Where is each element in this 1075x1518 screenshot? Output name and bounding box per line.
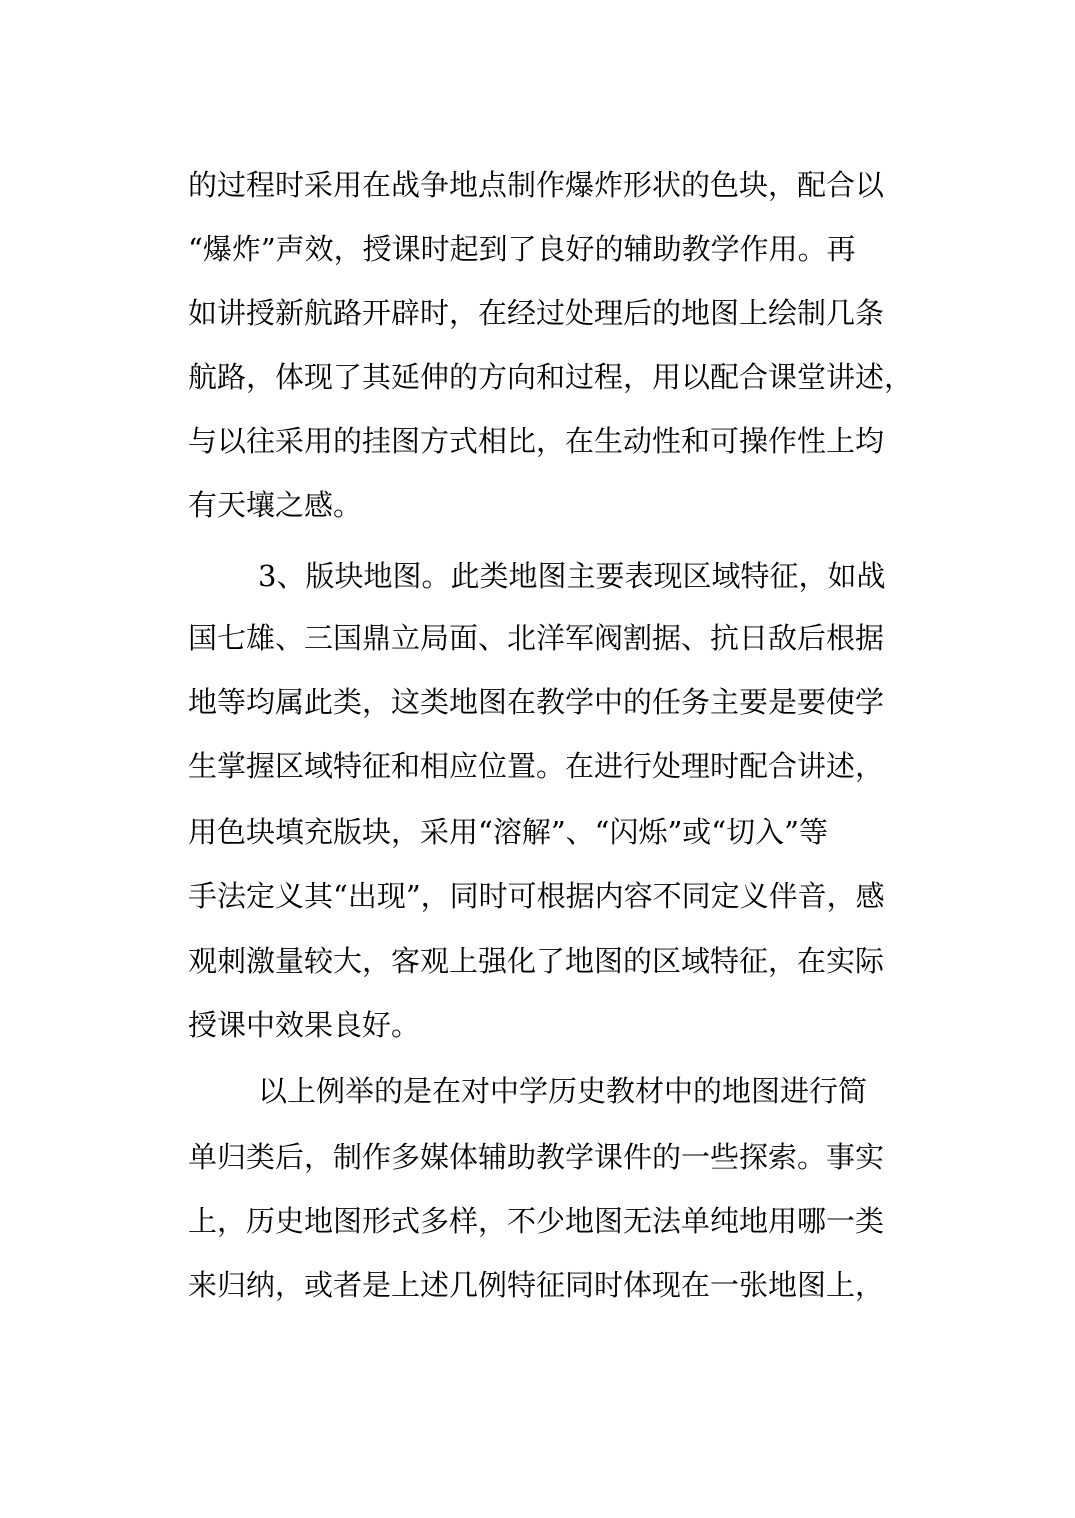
text-line: 来归纳，或者是上述几例特征同时体现在一张地图上， bbox=[188, 1268, 885, 1302]
text-line: 单归类后，制作多媒体辅助教学课件的一些探索。事实 bbox=[188, 1140, 885, 1174]
text-line: 上，历史地图形式多样，不少地图无法单纯地用哪一类 bbox=[188, 1204, 885, 1238]
text-line: 国七雄、三国鼎立局面、北洋军阀割据、抗日敌后根据 bbox=[188, 621, 885, 655]
text-line: 用色块填充版块，采用“溶解”、“闪烁”或“切入”等 bbox=[188, 815, 828, 849]
text-line: 观刺激量较大，客观上强化了地图的区域特征，在实际 bbox=[188, 944, 885, 978]
text-line: 授课中效果良好。 bbox=[188, 1008, 421, 1042]
text-line: 与以往采用的挂图方式相比，在生动性和可操作性上均 bbox=[188, 424, 885, 458]
text-line: “爆炸”声效，授课时起到了良好的辅助教学作用。再 bbox=[188, 232, 856, 266]
paragraph-start-line: 以上例举的是在对中学历史教材中的地图进行简 bbox=[258, 1074, 868, 1108]
text-line: 地等均属此类，这类地图在教学中的任务主要是要使学 bbox=[188, 685, 885, 719]
text-line: 生掌握区域特征和相应位置。在进行处理时配合讲述， bbox=[188, 749, 885, 783]
text-line: 手法定义其“出现”，同时可根据内容不同定义伴音，感 bbox=[188, 879, 885, 913]
text-line: 的过程时采用在战争地点制作爆炸形状的色块，配合以 bbox=[188, 168, 885, 202]
paragraph-start-line: 3、版块地图。此类地图主要表现区域特征，如战 bbox=[258, 559, 886, 593]
text-line: 如讲授新航路开辟时，在经过处理后的地图上绘制几条 bbox=[188, 296, 885, 330]
text-line: 有天壤之感。 bbox=[188, 488, 363, 522]
text-line: 航路，体现了其延伸的方向和过程，用以配合课堂讲述， bbox=[188, 360, 914, 394]
